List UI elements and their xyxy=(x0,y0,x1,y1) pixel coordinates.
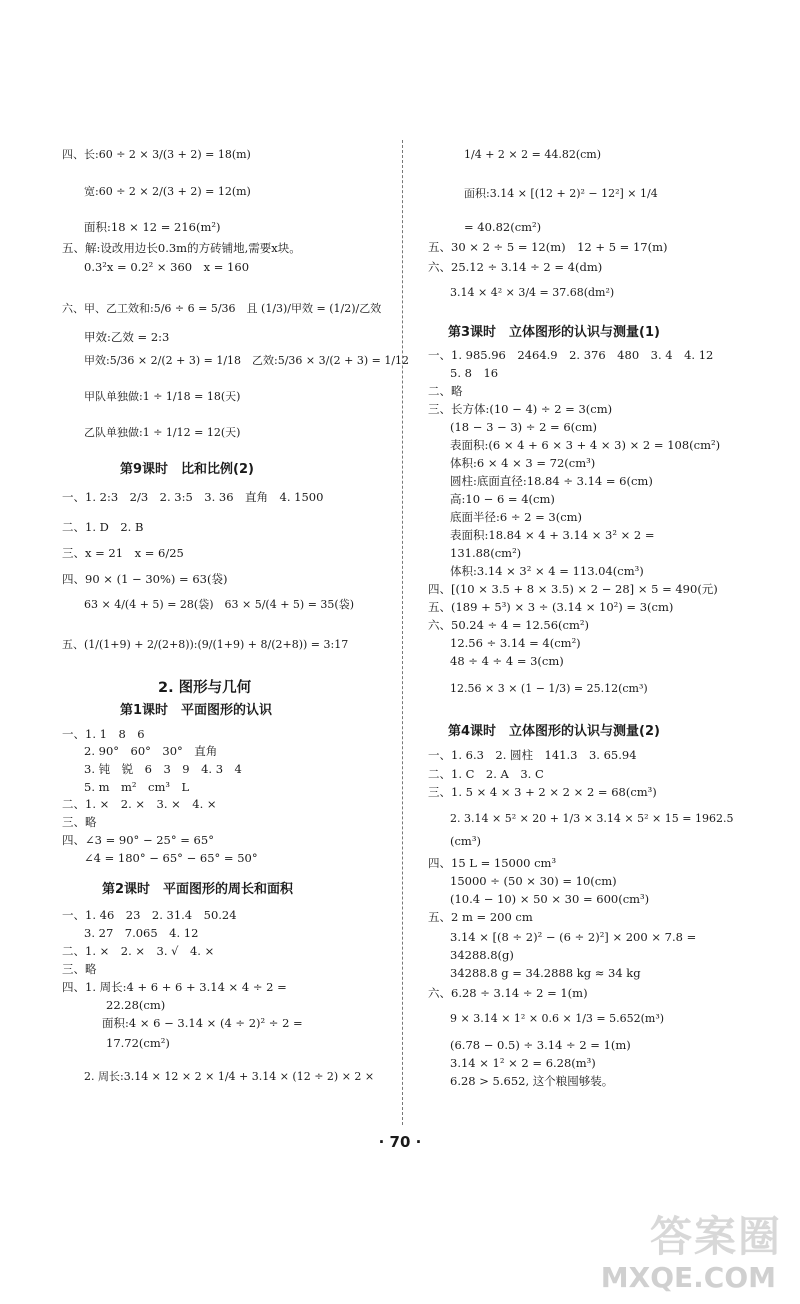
answer-line: 四、15 L = 15000 cm³ xyxy=(428,856,557,870)
page-number: · 70 · xyxy=(378,1133,422,1151)
answer-line: 五、解:设改用边长0.3m的方砖铺地,需要x块。 xyxy=(62,241,301,255)
answer-line: 一、1. 46 23 2. 31.4 50.24 xyxy=(62,908,237,922)
answer-line: 三、长方体:(10 − 4) ÷ 2 = 3(cm) xyxy=(428,402,613,416)
answer-line: 1/4 + 2 × 2 = 44.82(cm) xyxy=(464,148,601,161)
answer-line: 二、1. D 2. B xyxy=(62,520,144,534)
answer-line: = 40.82(cm²) xyxy=(464,220,542,234)
answer-line: 131.88(cm²) xyxy=(450,546,522,560)
answer-line: 3.14 × [(8 ÷ 2)² − (6 ÷ 2)²] × 200 × 7.8 = xyxy=(450,930,697,944)
answer-line: 六、6.28 ÷ 3.14 ÷ 2 = 1(m) xyxy=(428,986,588,1000)
section-heading: 第3课时 立体图形的认识与测量(1) xyxy=(448,325,660,340)
answer-line: 甲效:5/36 × 2/(2 + 3) = 1/18 乙效:5/36 × 3/(2 + 3) = 1/12 xyxy=(84,354,410,367)
answer-line: (18 − 3 − 3) ÷ 2 = 6(cm) xyxy=(450,420,597,434)
section-heading: 第2课时 平面图形的周长和面积 xyxy=(102,882,294,897)
answer-line: (10.4 − 10) × 50 × 30 = 600(cm³) xyxy=(450,892,650,906)
answer-line: (6.78 − 0.5) ÷ 3.14 ÷ 2 = 1(m) xyxy=(450,1038,631,1052)
answer-line: 二、略 xyxy=(428,384,463,398)
answer-line: 六、甲、乙工效和:5/6 ÷ 6 = 5/36 且 (1/3)/甲效 = (1/2)/乙效 xyxy=(62,302,382,315)
answer-line: 3. 钝 锐 6 3 9 4. 3 4 xyxy=(84,762,242,776)
answer-line: 五、(189 + 5³) × 3 ÷ (3.14 × 10²) = 3(cm) xyxy=(428,600,674,614)
answer-line: 三、略 xyxy=(62,962,97,976)
answer-line: 五、30 × 2 ÷ 5 = 12(m) 12 + 5 = 17(m) xyxy=(428,240,668,254)
answer-line: 六、50.24 ÷ 4 = 12.56(cm²) xyxy=(428,618,589,632)
answer-line: 17.72(cm²) xyxy=(106,1036,170,1050)
answer-line: 面积:18 × 12 = 216(m²) xyxy=(84,220,221,234)
answer-line: 面积:4 × 6 − 3.14 × (4 ÷ 2)² ÷ 2 = xyxy=(102,1016,303,1030)
answer-line: 12.56 × 3 × (1 − 1/3) = 25.12(cm³) xyxy=(450,682,648,695)
answer-line: 一、1. 985.96 2464.9 2. 376 480 3. 4 4. 12 xyxy=(428,348,714,362)
answer-line: 乙队单独做:1 ÷ 1/12 = 12(天) xyxy=(84,426,241,439)
watermark-logo: 答案圈 xyxy=(649,1212,782,1261)
answer-line: 宽:60 ÷ 2 × 2/(3 + 2) = 12(m) xyxy=(84,185,251,198)
answer-line: 0.3²x = 0.2² × 360 x = 160 xyxy=(84,260,250,274)
section-heading: 第9课时 比和比例(2) xyxy=(120,462,254,477)
answer-line: 5. m m² cm³ L xyxy=(84,780,190,794)
answer-line: 五、(1/(1+9) + 2/(2+8)):(9/(1+9) + 8/(2+8)) = 3:17 xyxy=(62,638,349,651)
answer-line: 34288.8(g) xyxy=(450,948,514,962)
answer-line: 一、1. 2:3 2/3 2. 3:5 3. 36 直角 4. 1500 xyxy=(62,490,324,504)
answer-line: 二、1. × 2. × 3. √ 4. × xyxy=(62,944,215,958)
chapter-heading: 2. 图形与几何 xyxy=(158,680,252,696)
answer-line: 甲效:乙效 = 2:3 xyxy=(84,330,170,344)
answer-line: 3.14 × 4² × 3/4 = 37.68(dm²) xyxy=(450,286,615,299)
answer-line: 面积:3.14 × [(12 + 2)² − 12²] × 1/4 xyxy=(464,187,658,200)
answer-line: (cm³) xyxy=(450,834,481,848)
column-divider xyxy=(402,140,403,1125)
answer-line: 底面半径:6 ÷ 2 = 3(cm) xyxy=(450,510,583,524)
answer-line: 2. 周长:3.14 × 12 × 2 × 1/4 + 3.14 × (12 ÷ 2) × 2 × xyxy=(84,1070,375,1083)
section-heading: 第4课时 立体图形的认识与测量(2) xyxy=(448,724,660,739)
answer-line: 3. 27 7.065 4. 12 xyxy=(84,926,199,940)
answer-line: 48 ÷ 4 ÷ 4 = 3(cm) xyxy=(450,654,564,668)
answer-line: 15000 ÷ (50 × 30) = 10(cm) xyxy=(450,874,617,888)
answer-line: 高:10 − 6 = 4(cm) xyxy=(450,492,555,506)
answer-line: 63 × 4/(4 + 5) = 28(袋) 63 × 5/(4 + 5) = 35(袋) xyxy=(84,598,354,611)
answer-line: 二、1. C 2. A 3. C xyxy=(428,767,544,781)
answer-line: 五、2 m = 200 cm xyxy=(428,910,533,924)
answer-line: 六、25.12 ÷ 3.14 ÷ 2 = 4(dm) xyxy=(428,260,603,274)
answer-line: 三、略 xyxy=(62,815,97,829)
answer-line: 表面积:18.84 × 4 + 3.14 × 3² × 2 = xyxy=(450,528,655,542)
answer-line: 3.14 × 1² × 2 = 6.28(m³) xyxy=(450,1056,596,1070)
answer-line: 四、长:60 ÷ 2 × 3/(3 + 2) = 18(m) xyxy=(62,148,251,161)
answer-line: 四、90 × (1 − 30%) = 63(袋) xyxy=(62,572,228,586)
answer-line: 5. 8 16 xyxy=(450,366,499,380)
answer-line: 圆柱:底面直径:18.84 ÷ 3.14 = 6(cm) xyxy=(450,474,653,488)
answer-line: 三、x = 21 x = 6/25 xyxy=(62,546,184,560)
answer-line: 2. 90° 60° 30° 直角 xyxy=(84,744,218,758)
watermark-url: MXQE.COM xyxy=(600,1261,776,1294)
section-heading: 第1课时 平面图形的认识 xyxy=(120,703,273,718)
answer-line: 6.28 > 5.652, 这个粮囤够装。 xyxy=(450,1074,614,1088)
answer-line: 12.56 ÷ 3.14 = 4(cm²) xyxy=(450,636,581,650)
answer-line: 体积:6 × 4 × 3 = 72(cm³) xyxy=(450,456,596,470)
answer-line: 甲队单独做:1 ÷ 1/18 = 18(天) xyxy=(84,390,241,403)
answer-line: 9 × 3.14 × 1² × 0.6 × 1/3 = 5.652(m³) xyxy=(450,1012,665,1025)
answer-line: 四、[(10 × 3.5 + 8 × 3.5) × 2 − 28] × 5 = 490(元) xyxy=(428,582,718,596)
watermark xyxy=(600,1204,782,1294)
answer-line: 22.28(cm) xyxy=(106,998,166,1012)
answer-line: ∠4 = 180° − 65° − 65° = 50° xyxy=(84,851,258,865)
answer-line: 一、1. 6.3 2. 圆柱 141.3 3. 65.94 xyxy=(428,748,637,762)
answer-line: 一、1. 1 8 6 xyxy=(62,727,145,741)
answer-line: 2. 3.14 × 5² × 20 + 1/3 × 3.14 × 5² × 15 = 1962.5 xyxy=(450,812,734,825)
answer-line: 34288.8 g = 34.2888 kg ≈ 34 kg xyxy=(450,966,641,980)
answer-line: 体积:3.14 × 3² × 4 = 113.04(cm³) xyxy=(450,564,644,578)
answer-line: 四、∠3 = 90° − 25° = 65° xyxy=(62,833,214,847)
answer-line: 表面积:(6 × 4 + 6 × 3 + 4 × 3) × 2 = 108(cm²) xyxy=(450,438,721,452)
answer-line: 二、1. × 2. × 3. × 4. × xyxy=(62,797,217,811)
answer-line: 四、1. 周长:4 + 6 + 6 + 3.14 × 4 ÷ 2 = xyxy=(62,980,287,994)
answer-line: 三、1. 5 × 4 × 3 + 2 × 2 × 2 = 68(cm³) xyxy=(428,785,657,799)
